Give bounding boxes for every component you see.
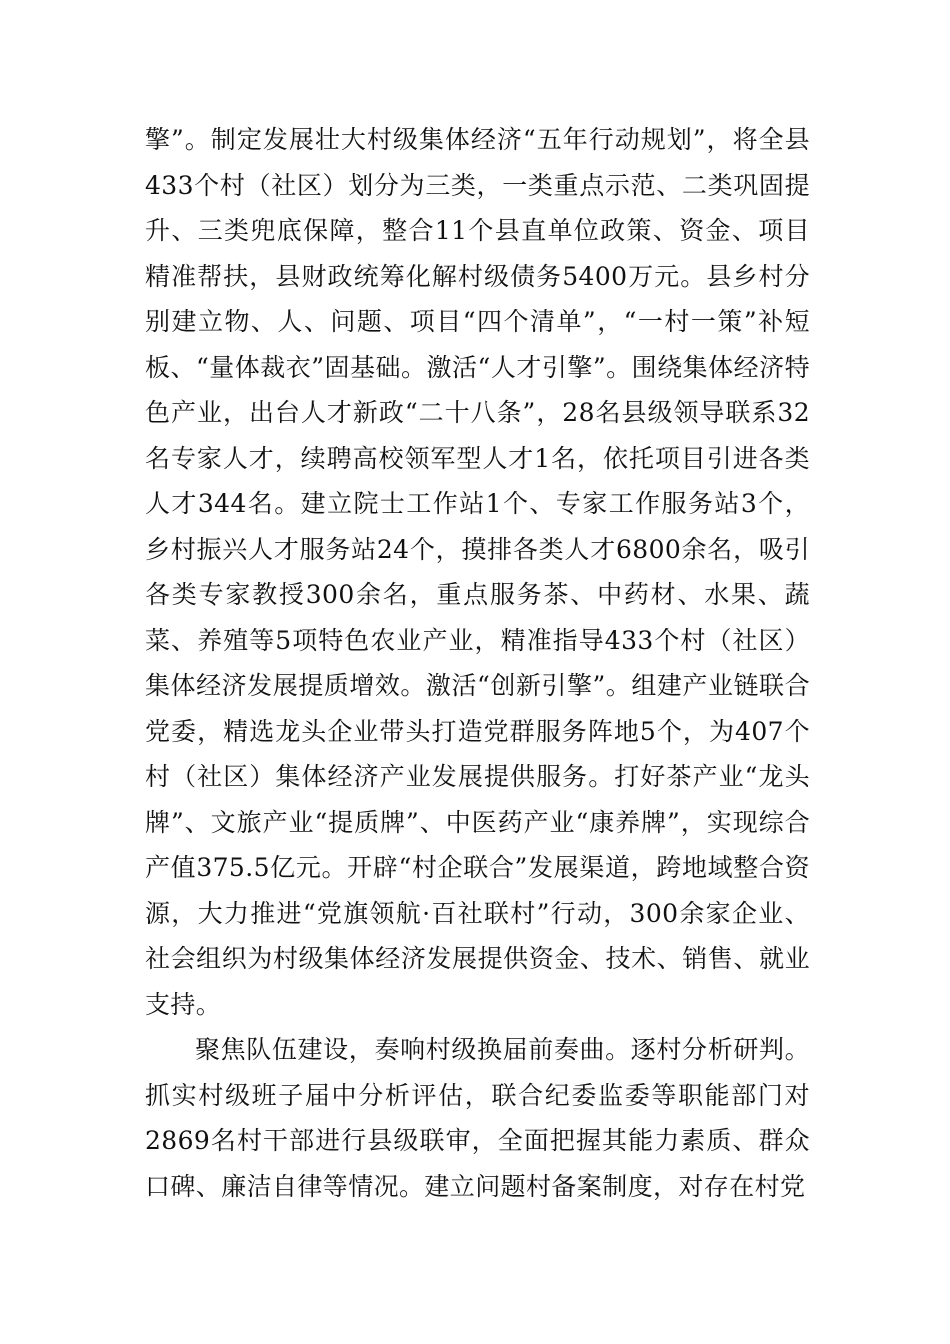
document-body: [145, 117, 810, 1209]
paragraph-team-building: 聚焦队伍建设，奏响村级换届前奏曲。逐村分析研判。抓实村级班子届中分析评估，联合纪委监委等职能部门对2869名村干部进行县级联审，全面把握其能力素质、群众口碑、廉洁自律等情况。建立问题村备案制度，对存在村党: [145, 1035, 810, 1201]
paragraph-continuation: 擎”。制定发展壮大村级集体经济“五年行动规划”，将全县433个村（社区）划分为三类，一类重点示范、二类巩固提升、三类兜底保障，整合11个县直单位政策、资金、项目精准帮扶，县财政统筹化解村级债务5400万元。县乡村分别建立物、人、问题、项目“四个清单”，“一村一策”补短板、“量体裁衣”固基础。激活“人才引擎”。围绕集体经济特色产业，出台人才新政“二十八条”，28名县级领导联系32名专家人才，续聘高校领军型人才1名，依托项目引进各类人才344名。建立院士工作站1个、专家工作服务站3个，乡村振兴人才服务站24个，摸排各类人才6800余名，吸引各类专家教授300余名，重点服务茶、中药材、水果、蔬菜、养殖等5项特色农业产业，精准指导433个村（社区）集体经济发展提质增效。激活“创新引擎”。组建产业链联合党委，精选龙头企业带头打造党群服务阵地5个，为407个村（社区）集体经济产业发展提供服务。打好茶产业“龙头牌”、文旅产业“提质牌”、中医药产业“康养牌”，实现综合产值375.5亿元。开辟“村企联合”发展渠道，跨地域整合资源，大力推进“党旗领航·百社联村”行动，300余家企业、社会组织为村级集体经济发展提供资金、技术、销售、就业支持。: [145, 125, 810, 1019]
